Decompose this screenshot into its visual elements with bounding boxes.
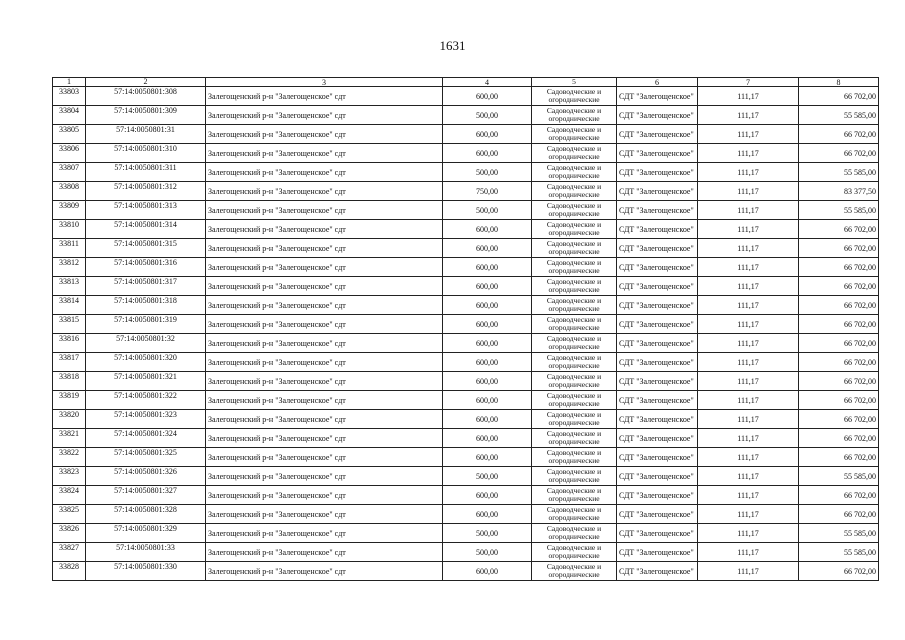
cell-cadastral-number: 57:14:0050801:323 bbox=[86, 410, 206, 429]
cell-owner: СДТ "Залегощенское" bbox=[617, 353, 698, 372]
cell-owner: СДТ "Залегощенское" bbox=[617, 182, 698, 201]
cell-owner: СДТ "Залегощенское" bbox=[617, 277, 698, 296]
cell-location: Залегощенский р-н "Залегощенское" сдт bbox=[206, 87, 443, 106]
cell-cadastral-number: 57:14:0050801:318 bbox=[86, 296, 206, 315]
cell-owner: СДТ "Залегощенское" bbox=[617, 467, 698, 486]
cell-location: Залегощенский р-н "Залегощенское" сдт bbox=[206, 543, 443, 562]
cell-cadastral-rate: 111,17 bbox=[698, 106, 799, 125]
table-row bbox=[53, 239, 879, 258]
cell-land-use: Садоводческие и огороднические bbox=[532, 543, 617, 562]
cell-row-number: 33811 bbox=[53, 239, 86, 258]
cell-cadastral-number: 57:14:0050801:317 bbox=[86, 277, 206, 296]
cell-cadastral-number: 57:14:0050801:314 bbox=[86, 220, 206, 239]
cell-cadastral-value: 66 702,00 bbox=[799, 144, 879, 163]
cell-area: 750,00 bbox=[443, 182, 532, 201]
cell-owner: СДТ "Залегощенское" bbox=[617, 410, 698, 429]
cell-land-use: Садоводческие и огороднические bbox=[532, 410, 617, 429]
cell-land-use: Садоводческие и огороднические bbox=[532, 182, 617, 201]
cell-row-number: 33825 bbox=[53, 505, 86, 524]
cell-row-number: 33803 bbox=[53, 87, 86, 106]
cell-cadastral-value: 66 702,00 bbox=[799, 334, 879, 353]
cell-row-number: 33805 bbox=[53, 125, 86, 144]
cell-area: 500,00 bbox=[443, 106, 532, 125]
table-row bbox=[53, 87, 879, 106]
cell-cadastral-number: 57:14:0050801:316 bbox=[86, 258, 206, 277]
cell-cadastral-rate: 111,17 bbox=[698, 334, 799, 353]
cell-land-use: Садоводческие и огороднические bbox=[532, 258, 617, 277]
cell-row-number: 33804 bbox=[53, 106, 86, 125]
cell-land-use: Садоводческие и огороднические bbox=[532, 334, 617, 353]
cell-cadastral-value: 66 702,00 bbox=[799, 258, 879, 277]
cell-area: 600,00 bbox=[443, 391, 532, 410]
cell-land-use: Садоводческие и огороднические bbox=[532, 87, 617, 106]
cell-owner: СДТ "Залегощенское" bbox=[617, 562, 698, 581]
cell-area: 600,00 bbox=[443, 410, 532, 429]
cell-land-use: Садоводческие и огороднические bbox=[532, 277, 617, 296]
table-row bbox=[53, 125, 879, 144]
table-row bbox=[53, 410, 879, 429]
cell-location: Залегощенский р-н "Залегощенское" сдт bbox=[206, 391, 443, 410]
cell-cadastral-number: 57:14:0050801:312 bbox=[86, 182, 206, 201]
cell-area: 500,00 bbox=[443, 543, 532, 562]
cell-cadastral-number: 57:14:0050801:311 bbox=[86, 163, 206, 182]
cell-cadastral-number: 57:14:0050801:315 bbox=[86, 239, 206, 258]
cell-land-use: Садоводческие и огороднические bbox=[532, 220, 617, 239]
cell-land-use: Садоводческие и огороднические bbox=[532, 296, 617, 315]
cell-cadastral-rate: 111,17 bbox=[698, 144, 799, 163]
cell-owner: СДТ "Залегощенское" bbox=[617, 334, 698, 353]
cell-cadastral-rate: 111,17 bbox=[698, 201, 799, 220]
cell-area: 600,00 bbox=[443, 144, 532, 163]
cell-cadastral-rate: 111,17 bbox=[698, 562, 799, 581]
cell-cadastral-rate: 111,17 bbox=[698, 543, 799, 562]
cell-cadastral-value: 66 702,00 bbox=[799, 372, 879, 391]
cell-location: Залегощенский р-н "Залегощенское" сдт bbox=[206, 334, 443, 353]
cell-row-number: 33824 bbox=[53, 486, 86, 505]
cell-row-number: 33820 bbox=[53, 410, 86, 429]
cell-row-number: 33807 bbox=[53, 163, 86, 182]
column-header-row bbox=[53, 78, 879, 87]
cell-owner: СДТ "Залегощенское" bbox=[617, 372, 698, 391]
cell-area: 500,00 bbox=[443, 163, 532, 182]
cell-location: Залегощенский р-н "Залегощенское" сдт bbox=[206, 562, 443, 581]
cell-cadastral-rate: 111,17 bbox=[698, 448, 799, 467]
column-header-5: 5 bbox=[532, 78, 617, 87]
land-registry-table bbox=[52, 77, 879, 581]
cell-cadastral-value: 66 702,00 bbox=[799, 410, 879, 429]
column-header-4: 4 bbox=[443, 78, 532, 87]
cell-cadastral-rate: 111,17 bbox=[698, 239, 799, 258]
cell-owner: СДТ "Залегощенское" bbox=[617, 391, 698, 410]
cell-area: 600,00 bbox=[443, 315, 532, 334]
cell-area: 500,00 bbox=[443, 467, 532, 486]
cell-cadastral-number: 57:14:0050801:328 bbox=[86, 505, 206, 524]
cell-owner: СДТ "Залегощенское" bbox=[617, 315, 698, 334]
cell-location: Залегощенский р-н "Залегощенское" сдт bbox=[206, 429, 443, 448]
cell-cadastral-value: 55 585,00 bbox=[799, 163, 879, 182]
cell-area: 500,00 bbox=[443, 524, 532, 543]
cell-location: Залегощенский р-н "Залегощенское" сдт bbox=[206, 106, 443, 125]
cell-cadastral-number: 57:14:0050801:308 bbox=[86, 87, 206, 106]
cell-cadastral-rate: 111,17 bbox=[698, 258, 799, 277]
cell-cadastral-rate: 111,17 bbox=[698, 315, 799, 334]
cell-cadastral-value: 66 702,00 bbox=[799, 448, 879, 467]
column-header-3: 3 bbox=[206, 78, 443, 87]
cell-cadastral-value: 66 702,00 bbox=[799, 562, 879, 581]
table-row bbox=[53, 296, 879, 315]
cell-owner: СДТ "Залегощенское" bbox=[617, 505, 698, 524]
cell-owner: СДТ "Залегощенское" bbox=[617, 524, 698, 543]
column-header-7: 7 bbox=[698, 78, 799, 87]
cell-cadastral-number: 57:14:0050801:310 bbox=[86, 144, 206, 163]
cell-owner: СДТ "Залегощенское" bbox=[617, 239, 698, 258]
cell-cadastral-number: 57:14:0050801:313 bbox=[86, 201, 206, 220]
cell-cadastral-value: 55 585,00 bbox=[799, 106, 879, 125]
cell-location: Залегощенский р-н "Залегощенское" сдт bbox=[206, 163, 443, 182]
cell-owner: СДТ "Залегощенское" bbox=[617, 429, 698, 448]
cell-cadastral-rate: 111,17 bbox=[698, 87, 799, 106]
cell-land-use: Садоводческие и огороднические bbox=[532, 144, 617, 163]
cell-cadastral-number: 57:14:0050801:320 bbox=[86, 353, 206, 372]
cell-area: 600,00 bbox=[443, 296, 532, 315]
table-row bbox=[53, 334, 879, 353]
cell-row-number: 33822 bbox=[53, 448, 86, 467]
cell-land-use: Садоводческие и огороднические bbox=[532, 391, 617, 410]
table-row bbox=[53, 353, 879, 372]
cell-location: Залегощенский р-н "Залегощенское" сдт bbox=[206, 182, 443, 201]
table-row bbox=[53, 258, 879, 277]
cell-owner: СДТ "Залегощенское" bbox=[617, 201, 698, 220]
cell-cadastral-value: 66 702,00 bbox=[799, 391, 879, 410]
cell-cadastral-number: 57:14:0050801:319 bbox=[86, 315, 206, 334]
table-row bbox=[53, 391, 879, 410]
cell-owner: СДТ "Залегощенское" bbox=[617, 448, 698, 467]
table-row bbox=[53, 163, 879, 182]
cell-cadastral-rate: 111,17 bbox=[698, 467, 799, 486]
cell-cadastral-rate: 111,17 bbox=[698, 429, 799, 448]
cell-location: Залегощенский р-н "Залегощенское" сдт bbox=[206, 277, 443, 296]
cell-cadastral-value: 66 702,00 bbox=[799, 486, 879, 505]
cell-cadastral-value: 55 585,00 bbox=[799, 201, 879, 220]
cell-area: 600,00 bbox=[443, 562, 532, 581]
table-row bbox=[53, 220, 879, 239]
cell-area: 600,00 bbox=[443, 239, 532, 258]
cell-cadastral-value: 66 702,00 bbox=[799, 220, 879, 239]
cell-row-number: 33821 bbox=[53, 429, 86, 448]
cell-owner: СДТ "Залегощенское" bbox=[617, 106, 698, 125]
cell-land-use: Садоводческие и огороднические bbox=[532, 163, 617, 182]
page-number: 1631 bbox=[439, 38, 466, 53]
cell-owner: СДТ "Залегощенское" bbox=[617, 125, 698, 144]
cell-owner: СДТ "Залегощенское" bbox=[617, 220, 698, 239]
cell-land-use: Садоводческие и огороднические bbox=[532, 353, 617, 372]
cell-land-use: Садоводческие и огороднические bbox=[532, 201, 617, 220]
cell-land-use: Садоводческие и огороднические bbox=[532, 239, 617, 258]
cell-owner: СДТ "Залегощенское" bbox=[617, 543, 698, 562]
cell-area: 600,00 bbox=[443, 277, 532, 296]
cell-location: Залегощенский р-н "Залегощенское" сдт bbox=[206, 372, 443, 391]
cell-location: Залегощенский р-н "Залегощенское" сдт bbox=[206, 505, 443, 524]
cell-owner: СДТ "Залегощенское" bbox=[617, 258, 698, 277]
cell-area: 600,00 bbox=[443, 505, 532, 524]
cell-cadastral-rate: 111,17 bbox=[698, 182, 799, 201]
cell-row-number: 33823 bbox=[53, 467, 86, 486]
cell-cadastral-value: 66 702,00 bbox=[799, 239, 879, 258]
cell-row-number: 33816 bbox=[53, 334, 86, 353]
cell-cadastral-number: 57:14:0050801:31 bbox=[86, 125, 206, 144]
cell-row-number: 33808 bbox=[53, 182, 86, 201]
cell-cadastral-rate: 111,17 bbox=[698, 486, 799, 505]
cell-row-number: 33813 bbox=[53, 277, 86, 296]
cell-cadastral-rate: 111,17 bbox=[698, 277, 799, 296]
cell-location: Залегощенский р-н "Залегощенское" сдт bbox=[206, 239, 443, 258]
cell-location: Залегощенский р-н "Залегощенское" сдт bbox=[206, 467, 443, 486]
table-row bbox=[53, 182, 879, 201]
cell-row-number: 33809 bbox=[53, 201, 86, 220]
cell-area: 600,00 bbox=[443, 429, 532, 448]
cell-cadastral-value: 66 702,00 bbox=[799, 277, 879, 296]
table-row bbox=[53, 201, 879, 220]
cell-owner: СДТ "Залегощенское" bbox=[617, 144, 698, 163]
cell-cadastral-rate: 111,17 bbox=[698, 524, 799, 543]
table-row bbox=[53, 486, 879, 505]
cell-cadastral-value: 66 702,00 bbox=[799, 125, 879, 144]
cell-land-use: Садоводческие и огороднические bbox=[532, 505, 617, 524]
cell-location: Залегощенский р-н "Залегощенское" сдт bbox=[206, 448, 443, 467]
cell-land-use: Садоводческие и огороднические bbox=[532, 106, 617, 125]
cell-area: 600,00 bbox=[443, 258, 532, 277]
cell-area: 600,00 bbox=[443, 448, 532, 467]
cell-land-use: Садоводческие и огороднические bbox=[532, 125, 617, 144]
cell-cadastral-number: 57:14:0050801:321 bbox=[86, 372, 206, 391]
cell-area: 600,00 bbox=[443, 220, 532, 239]
cell-cadastral-number: 57:14:0050801:322 bbox=[86, 391, 206, 410]
cell-cadastral-number: 57:14:0050801:330 bbox=[86, 562, 206, 581]
cell-location: Залегощенский р-н "Залегощенское" сдт bbox=[206, 296, 443, 315]
cell-cadastral-value: 66 702,00 bbox=[799, 429, 879, 448]
table-row bbox=[53, 277, 879, 296]
column-header-2: 2 bbox=[86, 78, 206, 87]
cell-cadastral-rate: 111,17 bbox=[698, 410, 799, 429]
cell-land-use: Садоводческие и огороднические bbox=[532, 524, 617, 543]
table-row bbox=[53, 562, 879, 581]
cell-location: Залегощенский р-н "Залегощенское" сдт bbox=[206, 144, 443, 163]
cell-cadastral-value: 55 585,00 bbox=[799, 543, 879, 562]
cell-area: 600,00 bbox=[443, 334, 532, 353]
cell-row-number: 33817 bbox=[53, 353, 86, 372]
cell-cadastral-value: 55 585,00 bbox=[799, 467, 879, 486]
cell-cadastral-rate: 111,17 bbox=[698, 163, 799, 182]
cell-area: 600,00 bbox=[443, 353, 532, 372]
cell-cadastral-number: 57:14:0050801:325 bbox=[86, 448, 206, 467]
cell-location: Залегощенский р-н "Залегощенское" сдт bbox=[206, 258, 443, 277]
cell-area: 500,00 bbox=[443, 201, 532, 220]
cell-row-number: 33814 bbox=[53, 296, 86, 315]
cell-land-use: Садоводческие и огороднические bbox=[532, 486, 617, 505]
cell-row-number: 33815 bbox=[53, 315, 86, 334]
cell-cadastral-number: 57:14:0050801:33 bbox=[86, 543, 206, 562]
cell-row-number: 33828 bbox=[53, 562, 86, 581]
table-row bbox=[53, 372, 879, 391]
column-header-6: 6 bbox=[617, 78, 698, 87]
cell-area: 600,00 bbox=[443, 372, 532, 391]
cell-cadastral-number: 57:14:0050801:309 bbox=[86, 106, 206, 125]
cell-cadastral-rate: 111,17 bbox=[698, 505, 799, 524]
table-row bbox=[53, 429, 879, 448]
cell-cadastral-value: 83 377,50 bbox=[799, 182, 879, 201]
table-body bbox=[53, 87, 879, 581]
cell-cadastral-value: 66 702,00 bbox=[799, 87, 879, 106]
table-row bbox=[53, 448, 879, 467]
cell-land-use: Садоводческие и огороднические bbox=[532, 562, 617, 581]
cell-owner: СДТ "Залегощенское" bbox=[617, 486, 698, 505]
table-row bbox=[53, 315, 879, 334]
cell-row-number: 33826 bbox=[53, 524, 86, 543]
column-header-1: 1 bbox=[53, 78, 86, 87]
cell-location: Залегощенский р-н "Залегощенское" сдт bbox=[206, 410, 443, 429]
cell-row-number: 33806 bbox=[53, 144, 86, 163]
cell-cadastral-value: 55 585,00 bbox=[799, 524, 879, 543]
cell-cadastral-number: 57:14:0050801:324 bbox=[86, 429, 206, 448]
cell-cadastral-number: 57:14:0050801:32 bbox=[86, 334, 206, 353]
cell-area: 600,00 bbox=[443, 486, 532, 505]
cell-row-number: 33812 bbox=[53, 258, 86, 277]
cell-cadastral-number: 57:14:0050801:327 bbox=[86, 486, 206, 505]
table-row bbox=[53, 543, 879, 562]
cell-land-use: Садоводческие и огороднические bbox=[532, 467, 617, 486]
cell-area: 600,00 bbox=[443, 125, 532, 144]
cell-owner: СДТ "Залегощенское" bbox=[617, 163, 698, 182]
cell-land-use: Садоводческие и огороднические bbox=[532, 315, 617, 334]
cell-cadastral-rate: 111,17 bbox=[698, 296, 799, 315]
cell-land-use: Садоводческие и огороднические bbox=[532, 448, 617, 467]
cell-cadastral-rate: 111,17 bbox=[698, 372, 799, 391]
column-header-8: 8 bbox=[799, 78, 879, 87]
table-row bbox=[53, 505, 879, 524]
cell-row-number: 33810 bbox=[53, 220, 86, 239]
table-row bbox=[53, 524, 879, 543]
cell-cadastral-value: 66 702,00 bbox=[799, 296, 879, 315]
cell-location: Залегощенский р-н "Залегощенское" сдт bbox=[206, 486, 443, 505]
cell-location: Залегощенский р-н "Залегощенское" сдт bbox=[206, 125, 443, 144]
cell-land-use: Садоводческие и огороднические bbox=[532, 429, 617, 448]
cell-location: Залегощенский р-н "Залегощенское" сдт bbox=[206, 524, 443, 543]
cell-cadastral-rate: 111,17 bbox=[698, 391, 799, 410]
cell-land-use: Садоводческие и огороднические bbox=[532, 372, 617, 391]
cell-cadastral-rate: 111,17 bbox=[698, 353, 799, 372]
cell-cadastral-rate: 111,17 bbox=[698, 125, 799, 144]
cell-area: 600,00 bbox=[443, 87, 532, 106]
cell-row-number: 33818 bbox=[53, 372, 86, 391]
cell-location: Залегощенский р-н "Залегощенское" сдт bbox=[206, 315, 443, 334]
cell-owner: СДТ "Залегощенское" bbox=[617, 87, 698, 106]
cell-location: Залегощенский р-н "Залегощенское" сдт bbox=[206, 201, 443, 220]
cell-cadastral-value: 66 702,00 bbox=[799, 353, 879, 372]
table-row bbox=[53, 106, 879, 125]
cell-owner: СДТ "Залегощенское" bbox=[617, 296, 698, 315]
cell-location: Залегощенский р-н "Залегощенское" сдт bbox=[206, 220, 443, 239]
cell-row-number: 33827 bbox=[53, 543, 86, 562]
cell-location: Залегощенский р-н "Залегощенское" сдт bbox=[206, 353, 443, 372]
cell-cadastral-value: 66 702,00 bbox=[799, 315, 879, 334]
table-row bbox=[53, 144, 879, 163]
cell-cadastral-number: 57:14:0050801:326 bbox=[86, 467, 206, 486]
table-row bbox=[53, 467, 879, 486]
cell-cadastral-value: 66 702,00 bbox=[799, 505, 879, 524]
cell-cadastral-number: 57:14:0050801:329 bbox=[86, 524, 206, 543]
cell-row-number: 33819 bbox=[53, 391, 86, 410]
cell-cadastral-rate: 111,17 bbox=[698, 220, 799, 239]
